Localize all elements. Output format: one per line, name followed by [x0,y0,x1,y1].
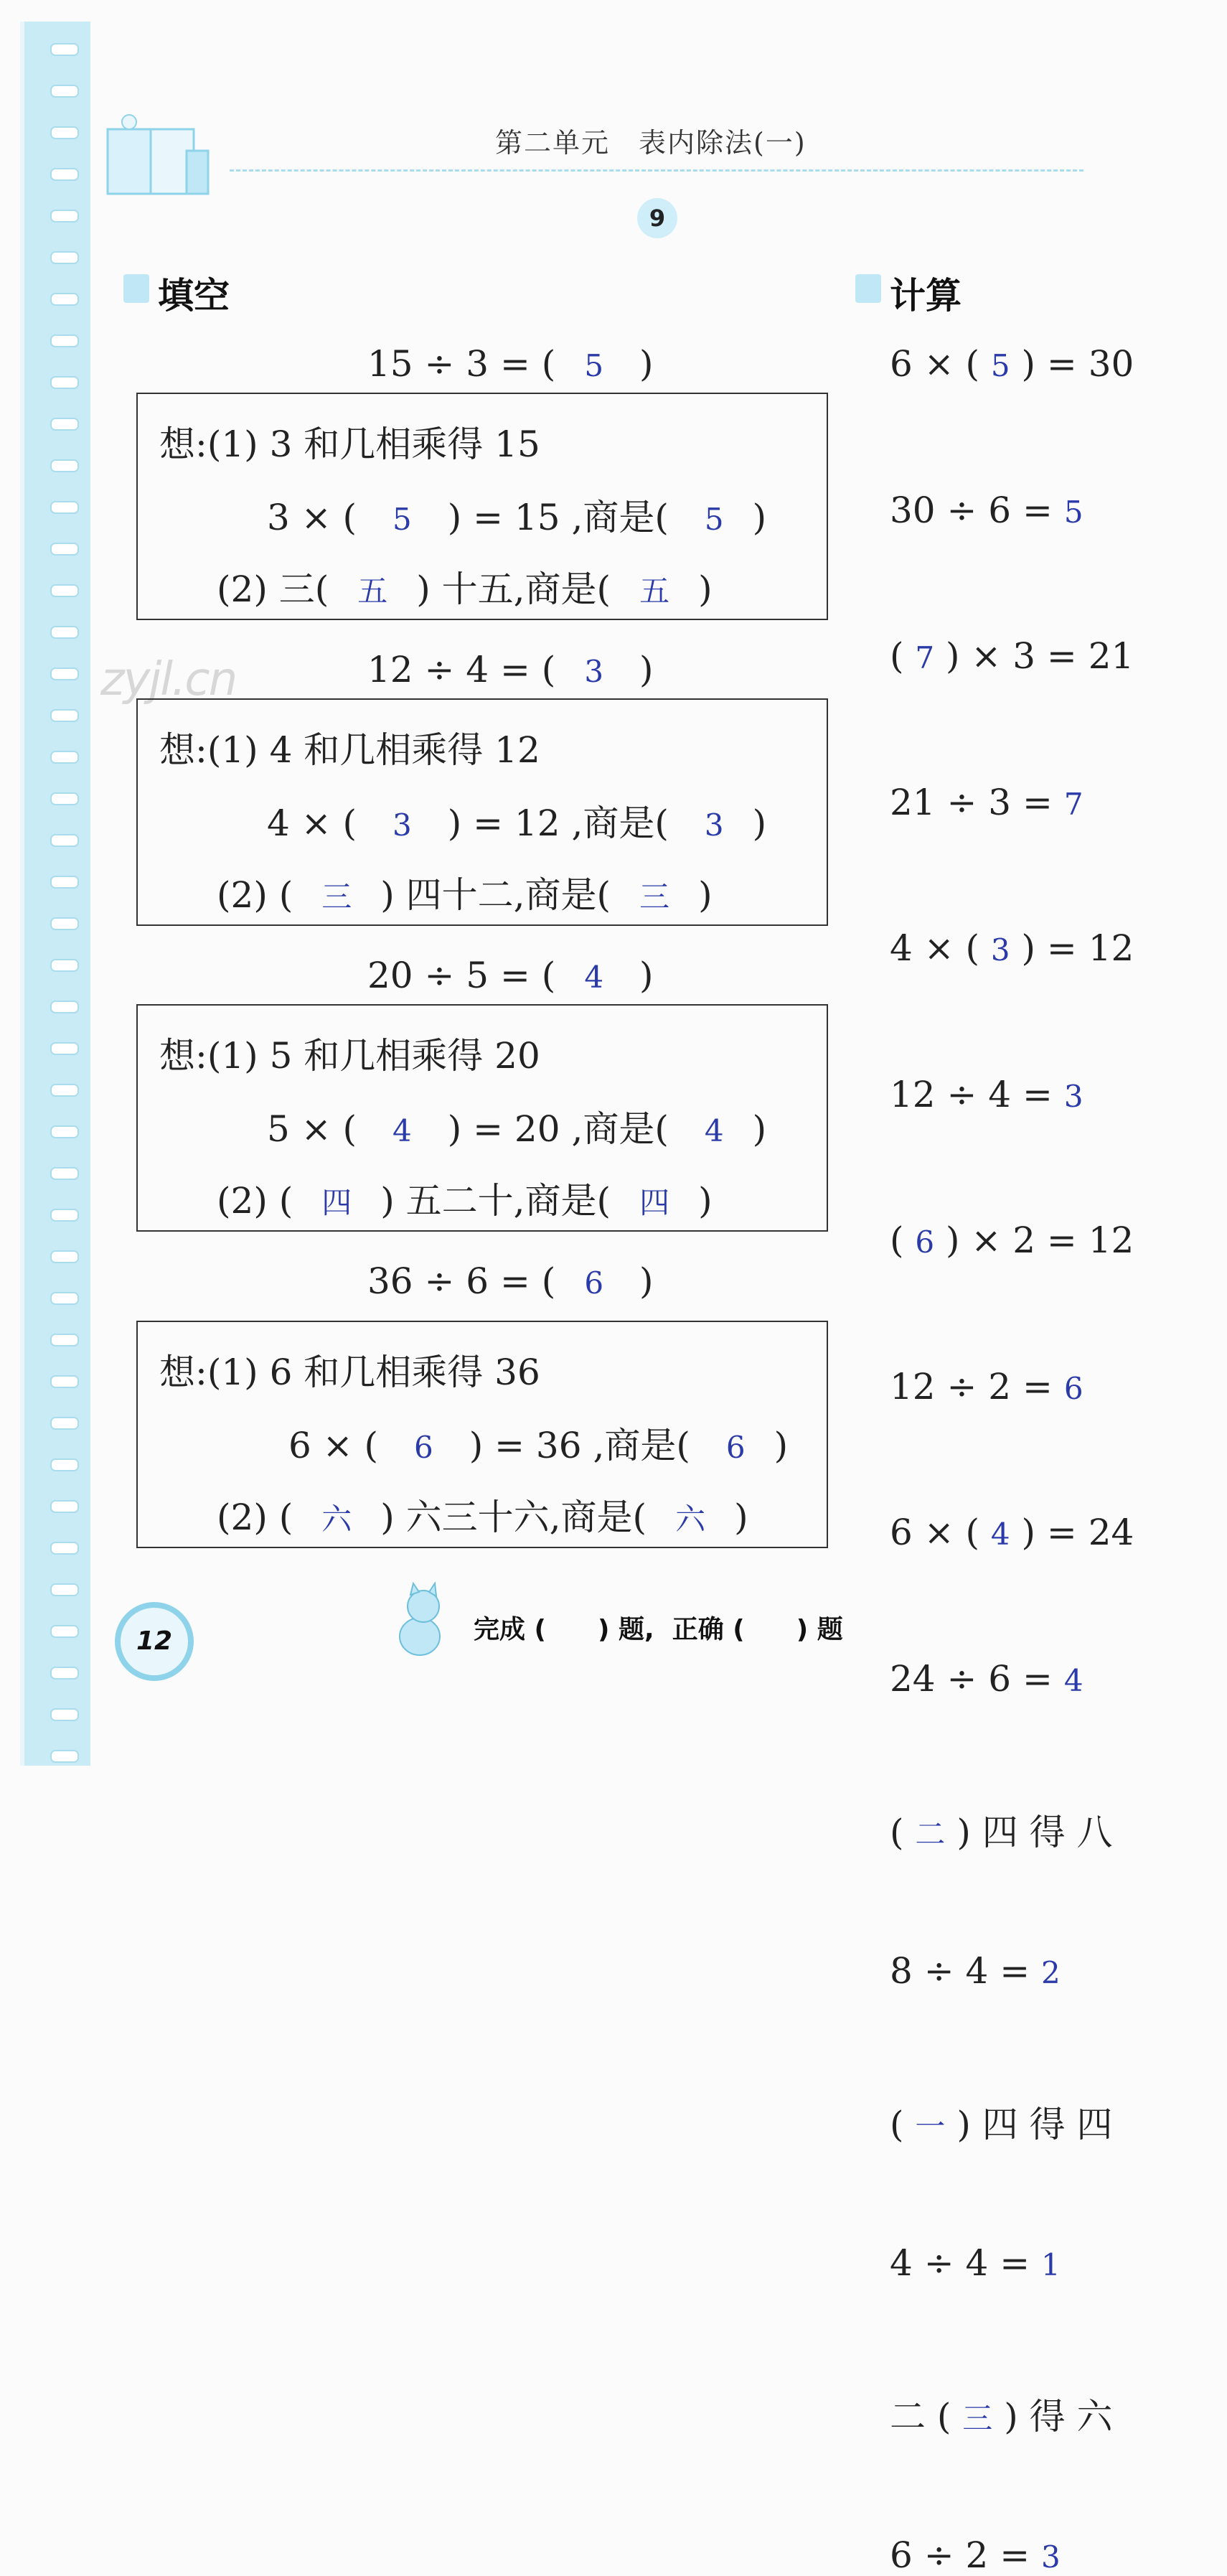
calculation-item [890,2534,1061,2576]
multiply-mid: ) = 20 ,商是( [447,1108,669,1150]
think-line-2 [267,795,766,846]
page-number: 12 [115,1602,194,1681]
completion-tally: 完成 ( ) 题, 正确 ( ) 题 [474,1615,843,1644]
calculation-item [890,1219,1134,1261]
binding-ring [50,543,79,556]
calc-answer: 三 [962,2401,993,2436]
page-badge: 9 [637,198,677,238]
calc-answer: 1 [1041,2247,1061,2282]
multiply-answer: 4 [392,1113,412,1148]
binding-ring [50,85,79,98]
multiply-answer: 6 [414,1430,433,1465]
think-box [136,698,828,926]
calc-prefix: 21 ÷ 3 = [890,781,1064,823]
calc-prefix: ( [890,1219,916,1261]
equation-text: 20 ÷ 5 = ( [367,955,556,996]
calc-answer: 5 [990,348,1010,383]
calc-prefix: 6 × ( [890,343,991,385]
calc-prefix: ( [890,1812,916,1853]
division-equation [367,343,654,385]
binding-ring [50,1625,79,1638]
binding-ring [50,1375,79,1388]
calculation-item [890,1950,1061,1992]
equation-close: ) [639,1260,654,1302]
calculation-item [890,2096,1113,2148]
calculation-item [890,2388,1113,2440]
equation-text: 15 ÷ 3 = ( [367,343,556,385]
rhyme-close: ) [698,1180,713,1222]
equation-answer: 3 [584,654,604,689]
section-flag-icon [123,274,149,303]
multiply-prefix: 5 × ( [267,1108,357,1150]
rhyme-prefix: (2) ( [217,874,293,916]
rhyme-mid: ) 五二十,商是( [380,1180,611,1222]
multiply-close: ) [774,1425,789,1466]
binding-ring [50,1042,79,1055]
section-flag-icon [855,274,881,303]
binding-ring [50,501,79,514]
binding-ring [50,1125,79,1138]
calc-suffix: ) = 12 [1010,927,1134,969]
binding-ring [50,709,79,722]
multiply-answer: 5 [392,502,412,537]
binding-ring [50,834,79,847]
calc-prefix: 二 ( [890,2396,963,2437]
rhyme-answer: 四 [321,1185,352,1220]
calc-prefix: 24 ÷ 6 = [890,1657,1064,1700]
rhyme-prefix: (2) ( [217,1180,293,1222]
binding-ring [50,584,79,597]
rhyme-mid: ) 六三十六,商是( [380,1497,647,1538]
calc-suffix: ) × 2 = 12 [934,1219,1134,1261]
quotient-answer: 5 [704,502,724,537]
header-illustration [100,108,215,208]
binding-ring [50,626,79,639]
think-line-1: 想:(1) 5 和几相乘得 20 [159,1035,540,1077]
section-title-fill-blank: 填空 [158,275,230,317]
think-line-3 [217,1489,748,1540]
calc-answer: 6 [915,1224,935,1260]
calc-prefix: ( [890,635,916,677]
multiply-close: ) [752,1108,767,1150]
rhyme-answer: 六 [321,1502,352,1537]
division-equation [367,649,654,690]
think-line-1: 想:(1) 4 和几相乘得 12 [159,729,540,771]
calc-suffix: ) × 3 = 21 [934,635,1134,677]
binding-ring [50,1583,79,1596]
binding-ring [50,418,79,431]
binding-ring [50,668,79,680]
binding-ring [50,334,79,347]
calc-answer: 7 [915,640,935,675]
rhyme-close: ) [698,568,713,610]
think-box [136,1321,828,1548]
calc-answer: 2 [1041,1954,1061,1990]
binding-ring [50,1250,79,1263]
calculation-item [890,1366,1083,1408]
binding-ring [50,1292,79,1305]
binding-ring [50,1458,79,1471]
calc-answer: 7 [1063,786,1083,822]
calculation-item [890,1512,1134,1553]
calc-answer: 3 [990,932,1010,968]
rhyme-mid: ) 四十二,商是( [380,874,611,916]
watermark: zyjl.cn [100,653,237,706]
think-line-1: 想:(1) 3 和几相乘得 15 [159,423,540,465]
quotient-answer: 6 [725,1430,746,1465]
calc-suffix: ) = 30 [1010,343,1134,385]
binding-ring [50,43,79,56]
equation-answer: 6 [584,1265,604,1301]
binding-ring [50,792,79,805]
section-title-calculate: 计算 [890,275,962,317]
rhyme-prefix: (2) ( [217,1497,293,1538]
calculation-item [890,1804,1113,1855]
multiply-mid: ) = 36 ,商是( [469,1425,690,1466]
rhyme-quotient: 三 [639,879,670,914]
calc-answer: 3 [1063,1078,1083,1114]
equation-answer: 4 [584,960,604,995]
cat-icon [387,1579,452,1658]
rhyme-close: ) [698,874,713,916]
calc-prefix: 12 ÷ 2 = [890,1365,1064,1408]
think-line-2 [288,1417,788,1469]
calc-prefix: 6 × ( [890,1512,991,1553]
binding-ring [50,1542,79,1555]
rhyme-answer: 三 [321,879,352,914]
binding-ring [50,1334,79,1346]
binding-ring [50,376,79,389]
binding-ring [50,251,79,264]
think-box [136,1004,828,1232]
binding-ring [50,1708,79,1721]
binding-ring [50,1667,79,1680]
binding-ring [50,293,79,306]
equation-close: ) [639,955,654,996]
think-line-2 [267,489,766,540]
binding-ring [50,210,79,223]
quotient-answer: 3 [704,807,724,843]
rhyme-mid: ) 十五,商是( [416,568,611,610]
binding-ring [50,751,79,764]
equation-answer: 5 [584,348,604,383]
binding-ring [50,1500,79,1513]
think-line-3 [217,866,713,918]
calc-answer: 5 [1063,494,1083,530]
header-divider [230,169,1083,172]
calc-prefix: 12 ÷ 4 = [890,1073,1064,1115]
calc-answer: 4 [990,1517,1010,1552]
calc-prefix: 30 ÷ 6 = [890,489,1064,531]
quotient-answer: 4 [704,1113,724,1148]
multiply-close: ) [752,802,767,844]
calc-prefix: 4 ÷ 4 = [890,2242,1041,2284]
multiply-prefix: 4 × ( [267,802,357,844]
rhyme-quotient: 四 [639,1185,670,1220]
calc-answer: 6 [1063,1370,1083,1406]
calc-prefix: ( [890,2104,916,2145]
multiply-prefix: 6 × ( [288,1425,378,1466]
calculation-item [890,343,1134,385]
calc-prefix: 8 ÷ 4 = [890,1949,1041,1992]
calc-prefix: 6 ÷ 2 = [890,2534,1041,2576]
binding-ring [50,1417,79,1430]
binding-ring [50,1750,79,1763]
rhyme-answer: 五 [357,573,388,609]
equation-close: ) [639,343,654,385]
calculation-item [890,635,1134,677]
binding-ring [50,959,79,972]
binding-ring [50,459,79,472]
think-line-2 [267,1100,766,1152]
calc-answer: 一 [915,2109,946,2144]
calculation-item [890,1658,1083,1700]
multiply-mid: ) = 15 ,商是( [447,497,669,538]
rhyme-prefix: (2) 三( [217,568,329,610]
division-equation [367,955,654,996]
binding-ring [50,1167,79,1180]
multiply-prefix: 3 × ( [267,497,357,538]
equation-close: ) [639,649,654,690]
calc-suffix: ) = 24 [1010,1512,1134,1553]
binding-ring [50,126,79,139]
calculation-item [890,1074,1083,1115]
calculation-item [890,927,1134,969]
think-line-1: 想:(1) 6 和几相乘得 36 [159,1352,540,1393]
calc-answer: 4 [1063,1662,1083,1698]
rhyme-quotient: 六 [675,1502,706,1537]
rhyme-close: ) [734,1497,748,1538]
unit-title: 第二单元 表内除法(一) [495,127,807,159]
equation-text: 36 ÷ 6 = ( [367,1260,556,1302]
multiply-answer: 3 [392,807,412,843]
think-line-3 [217,1172,713,1224]
multiply-close: ) [752,497,767,538]
binding-ring [50,168,79,181]
binding-ring [50,1001,79,1013]
rhyme-quotient: 五 [639,573,670,609]
think-box [136,393,828,620]
calc-answer: 3 [1041,2539,1061,2575]
calculation-item [890,2242,1061,2284]
books-icon [100,108,215,208]
binding-ring [50,1209,79,1222]
calc-suffix: ) 四 得 四 [945,2104,1113,2145]
calculation-item [890,782,1083,823]
binding-ring [50,1084,79,1097]
division-equation [367,1260,654,1302]
binding-ring [50,876,79,889]
multiply-mid: ) = 12 ,商是( [447,802,669,844]
binding-ring [50,917,79,930]
calc-suffix: ) 得 六 [992,2396,1113,2437]
calc-suffix: ) 四 得 八 [945,1812,1113,1853]
calc-prefix: 4 × ( [890,927,991,969]
equation-text: 12 ÷ 4 = ( [367,649,556,690]
calc-answer: 二 [915,1817,946,1852]
calculation-item [890,490,1083,531]
think-line-3 [217,561,713,612]
